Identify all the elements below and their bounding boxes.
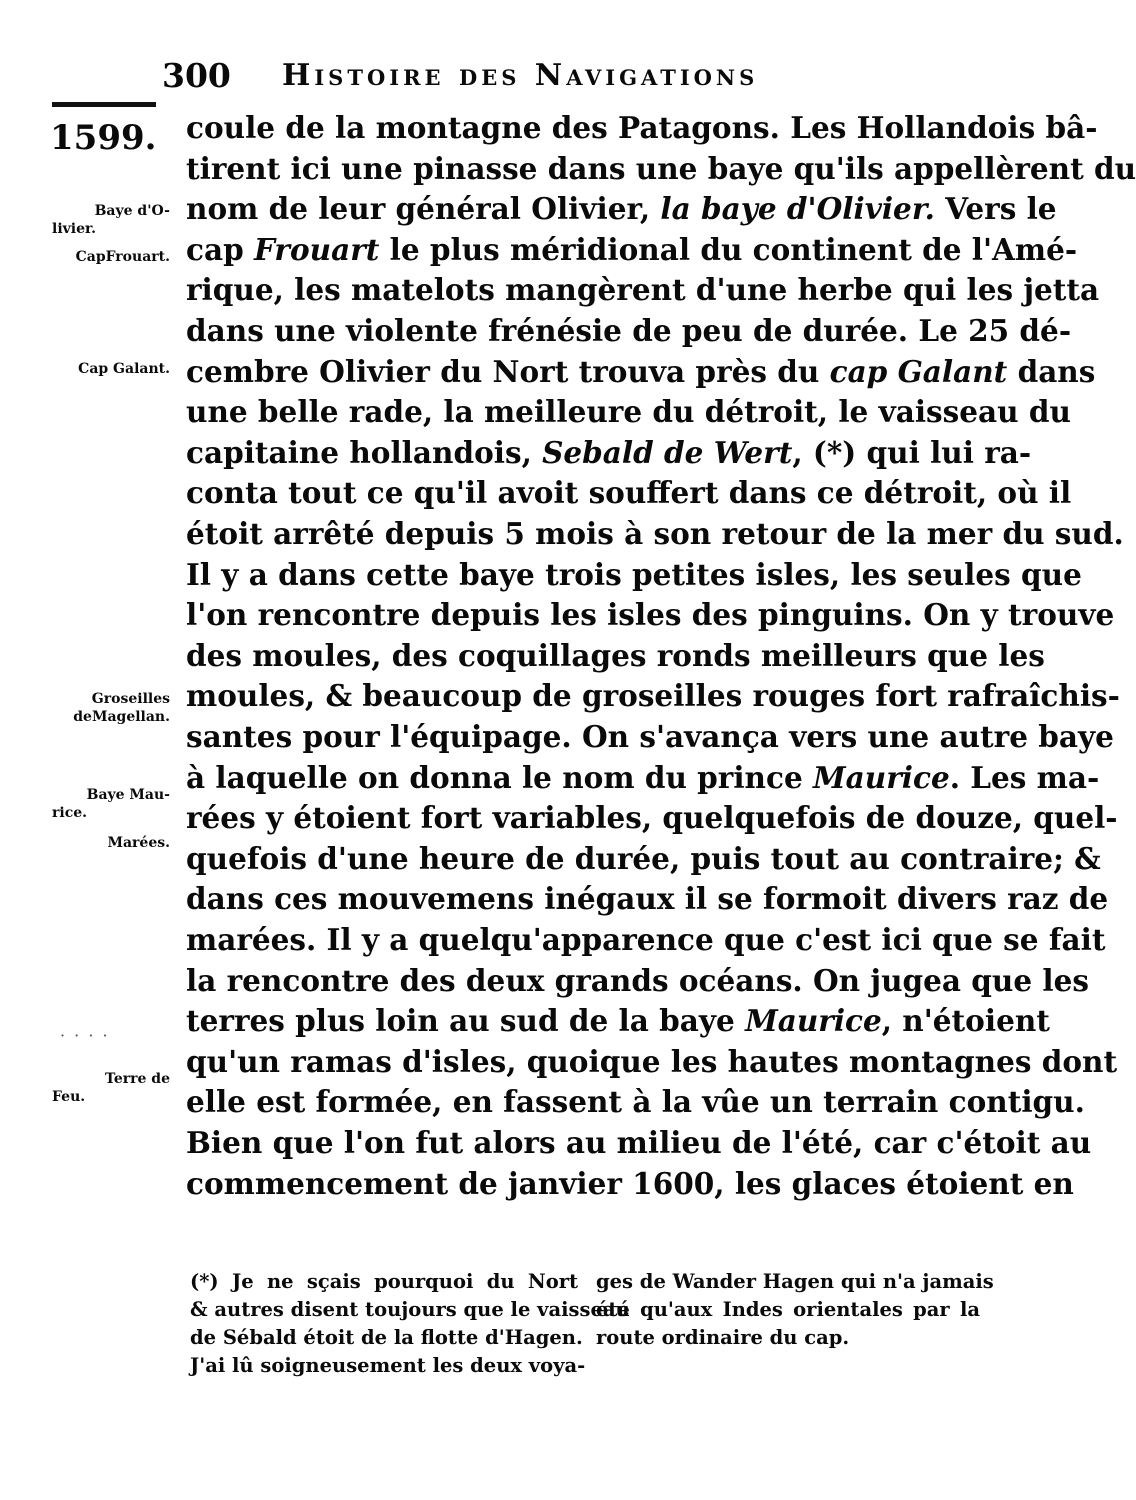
body-emphasis: cap Galant bbox=[829, 354, 1008, 389]
body-line: cap Frouart le plus méridional du continent de l'Amé- bbox=[186, 232, 1078, 267]
bleed-through-marks: · · · · bbox=[60, 1026, 110, 1045]
margin-note-baye-maurice: Baye Mau- rice. bbox=[52, 787, 170, 821]
body-line: qu'un ramas d'isles, quoique les hautes montagnes dont bbox=[186, 1044, 1118, 1079]
body-line: santes pour l'équipage. On s'avança vers une autre baye bbox=[186, 719, 1114, 754]
body-line: Il y a dans cette baye trois petites isles, les seules que bbox=[186, 557, 1082, 592]
footnote-line: route ordinaire du cap. bbox=[596, 1326, 850, 1349]
body-line: dans une violente frénésie de peu de durée. Le 25 dé- bbox=[186, 313, 1072, 348]
body-line: commencement de janvier 1600, les glaces étoient en bbox=[186, 1166, 1074, 1201]
running-title: Histoire des Navigations bbox=[282, 58, 759, 93]
footnote-line: J'ai lû soigneusement les deux voya- bbox=[190, 1354, 586, 1377]
footnote-line: & autres disent toujours que le vaisseau bbox=[190, 1298, 630, 1321]
body-line: terres plus loin au sud de la baye Maurice, n'étoient bbox=[186, 1003, 1050, 1038]
body-emphasis: la baye d'Olivier. bbox=[660, 191, 935, 226]
margin-rule bbox=[52, 102, 156, 107]
body-line: des moules, des coquillages ronds meilleurs que les bbox=[186, 638, 1045, 673]
body-line: rique, les matelots mangèrent d'une herbe qui les jetta bbox=[186, 272, 1100, 307]
footnote-line: été qu'aux Indes orientales par la bbox=[596, 1298, 980, 1321]
body-line: Bien que l'on fut alors au milieu de l'été, car c'étoit au bbox=[186, 1125, 1092, 1160]
body-line: capitaine hollandois, Sebald de Wert, (*) qui lui ra- bbox=[186, 435, 1032, 470]
margin-note-groseilles: Groseilles deMagellan. bbox=[73, 691, 170, 725]
body-emphasis: Maurice bbox=[813, 760, 950, 795]
body-line: elle est formée, en fassent à la vûe un terrain contigu. bbox=[186, 1084, 1085, 1119]
body-line: nom de leur général Olivier, la baye d'Olivier. Vers le bbox=[186, 191, 1057, 226]
margin-note-marees: Marées. bbox=[107, 835, 170, 851]
footnote-line: de Sébald étoit de la flotte d'Hagen. bbox=[190, 1326, 583, 1349]
margin-note-cap-frouart: CapFrouart. bbox=[75, 249, 170, 265]
body-line: à laquelle on donna le nom du prince Maurice. Les ma- bbox=[186, 760, 1100, 795]
body-line: étoit arrêté depuis 5 mois à son retour de la mer du sud. bbox=[186, 516, 1124, 551]
margin-note-cap-galant: Cap Galant. bbox=[78, 361, 170, 377]
margin-note-terre-de-feu: Terre de Feu. bbox=[52, 1071, 170, 1105]
footnote-line: ges de Wander Hagen qui n'a jamais bbox=[596, 1270, 994, 1293]
margin-note-baye-olivier: Baye d'O- livier. bbox=[52, 203, 170, 237]
footnote-left-column bbox=[190, 1268, 630, 1380]
body-line: la rencontre des deux grands océans. On jugea que les bbox=[186, 963, 1089, 998]
body-line: moules, & beaucoup de groseilles rouges fort rafraîchis- bbox=[186, 678, 1120, 713]
running-header bbox=[162, 56, 982, 100]
body-line: conta tout ce qu'il avoit souffert dans ce détroit, où il bbox=[186, 475, 1072, 510]
body-line: l'on rencontre depuis les isles des pinguins. On y trouve bbox=[186, 597, 1115, 632]
body-line: rées y étoient fort variables, quelquefois de douze, quel- bbox=[186, 800, 1118, 835]
footnote-right-column bbox=[596, 1268, 994, 1352]
body-line: une belle rade, la meilleure du détroit, le vaisseau du bbox=[186, 394, 1071, 429]
page-number: 300 bbox=[162, 56, 231, 95]
body-emphasis: Frouart bbox=[253, 232, 380, 267]
year-marginal: 1599. bbox=[50, 118, 157, 158]
footnote-line: (*) Je ne sçais pourquoi du Nort bbox=[190, 1270, 578, 1293]
body-line: marées. Il y a quelqu'apparence que c'est ici que se fait bbox=[186, 922, 1106, 957]
body-emphasis: Maurice bbox=[745, 1003, 882, 1038]
body-line: tirent ici une pinasse dans une baye qu'ils appellèrent du bbox=[186, 151, 1136, 186]
body-line: dans ces mouvemens inégaux il se formoit divers raz de bbox=[186, 881, 1109, 916]
body-line: cembre Olivier du Nort trouva près du cap Galant dans bbox=[186, 354, 1096, 389]
body-line: coule de la montagne des Patagons. Les Hollandois bâ- bbox=[186, 110, 1098, 145]
body-line: quefois d'une heure de durée, puis tout au contraire; & bbox=[186, 841, 1101, 876]
body-emphasis: Sebald de Wert bbox=[542, 435, 793, 470]
